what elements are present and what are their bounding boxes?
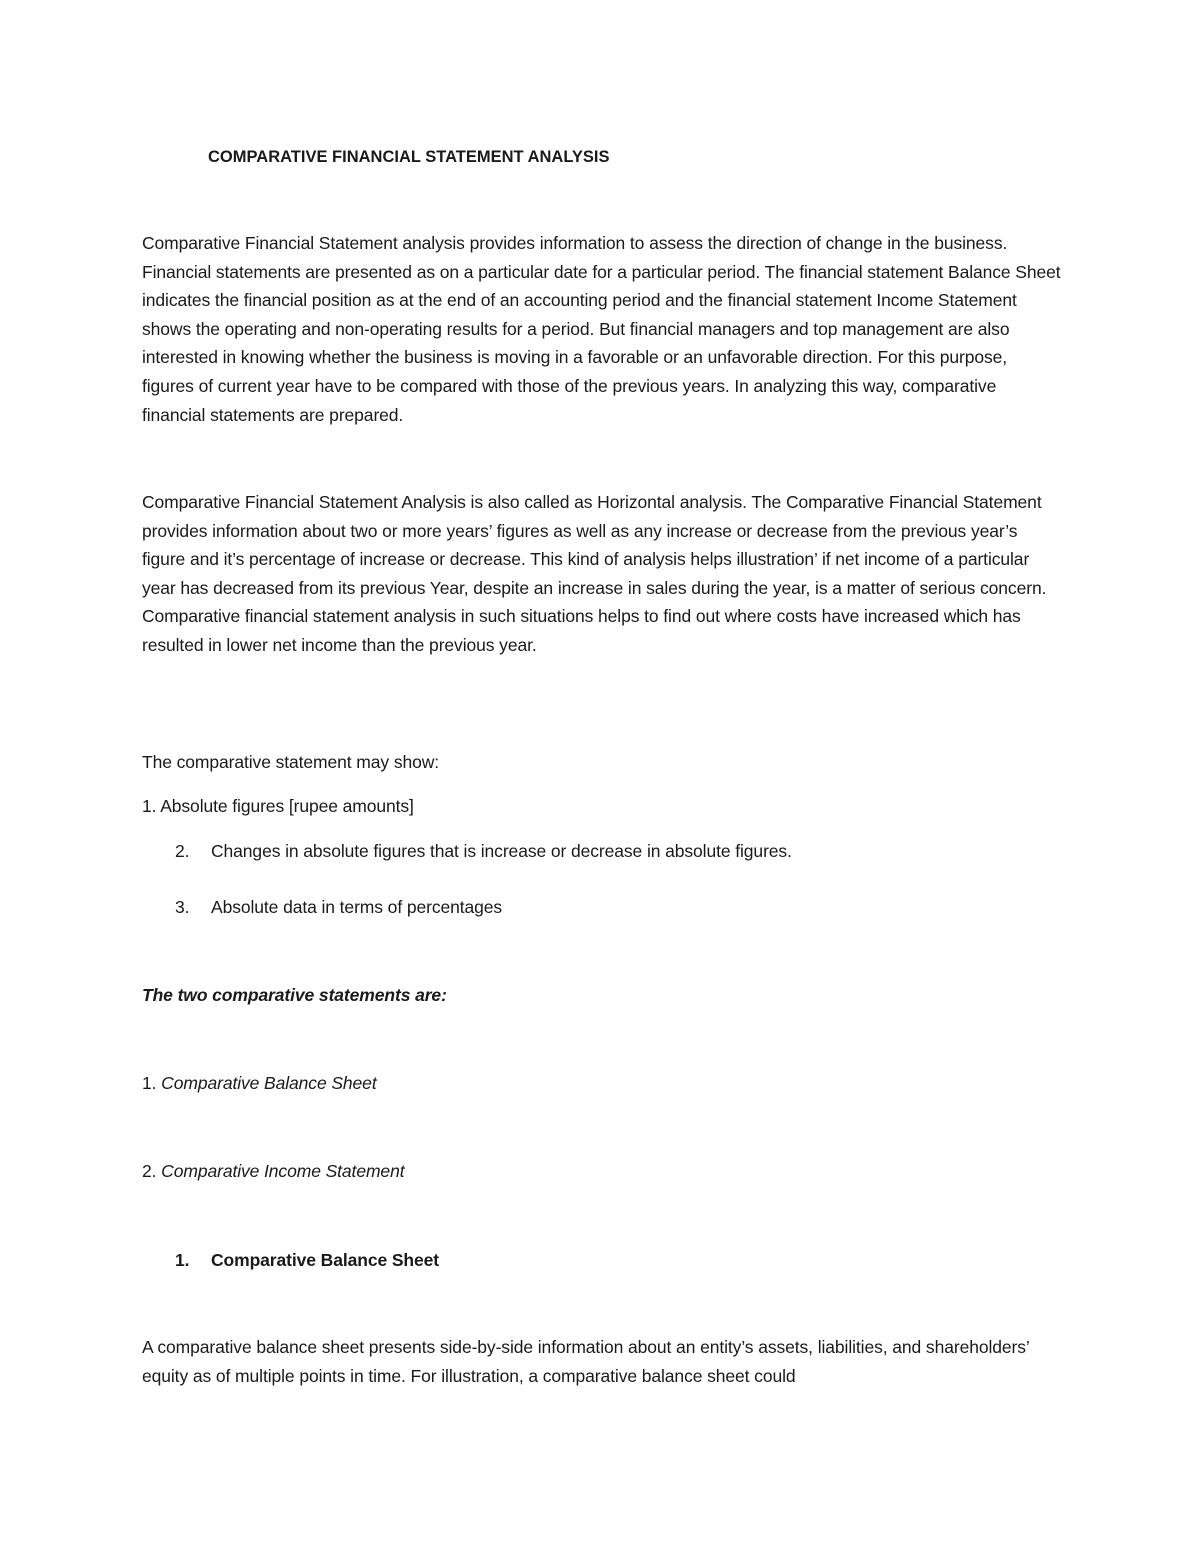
may-show-item-3 — [175, 893, 1095, 922]
statement-item-1 — [142, 1069, 1062, 1098]
list-text: Absolute data in terms of percentages — [211, 897, 503, 917]
may-show-item-1 — [142, 792, 1062, 821]
section-heading — [175, 1246, 1095, 1275]
intro-paragraph: Comparative Financial Statement analysis provides information to assess the direction of change in the business. Financial statements are presented as on a particular date for a particular period. The financial statement Balance Sheet indicates the financial position as at the end of an accounting period and the financial statement Income Statement shows the operating and non-operating results for a period. But financial managers and top management are also interested in knowing whether the business is moving in a favorable or an unfavorable direction. For this purpose, figures of current year have to be compared with those of the previous years. In analyzing this way, comparative financial statements are prepared. — [142, 233, 1061, 425]
list-number: 1. — [142, 796, 157, 816]
section-number: 1. — [175, 1250, 190, 1270]
list-text: Comparative Income Statement — [161, 1161, 405, 1181]
document-title: COMPARATIVE FINANCIAL STATEMENT ANALYSIS — [208, 148, 610, 166]
list-number: 2. — [142, 1161, 157, 1181]
may-show-item-2 — [175, 837, 1095, 866]
may-show-intro: The comparative statement may show: — [142, 752, 440, 772]
list-number: 1. — [142, 1073, 157, 1093]
two-statements-heading: The two comparative statements are: — [142, 985, 447, 1005]
list-text: Changes in absolute figures that is increase or decrease in absolute figures. — [211, 841, 792, 861]
horizontal-analysis-paragraph: Comparative Financial Statement Analysis is also called as Horizontal analysis. The Comparative Financial Statement provides information about two or more years’ figures as well as any increase or decrease from the previous year’s figure and it’s percentage of increase or decrease. This kind of analysis helps illustration’ if net income of a particular year has decreased from its previous Year, despite an increase in sales during the year, is a matter of serious concern. Comparative financial statement analysis in such situations helps to find out where costs have increased which has resulted in lower net income than the previous year. — [142, 492, 1047, 655]
list-number: 3. — [175, 897, 190, 917]
list-number: 2. — [175, 841, 190, 861]
list-text: Absolute figures [rupee amounts] — [160, 796, 414, 816]
balance-sheet-paragraph: A comparative balance sheet presents side-by-side information about an entity’s assets, liabilities, and shareholders’ equity as of multiple points in time. For illustration, a comparative balance sheet could — [142, 1337, 1030, 1386]
statement-item-2 — [142, 1157, 1062, 1186]
section-title: Comparative Balance Sheet — [211, 1250, 440, 1270]
list-text: Comparative Balance Sheet — [161, 1073, 377, 1093]
